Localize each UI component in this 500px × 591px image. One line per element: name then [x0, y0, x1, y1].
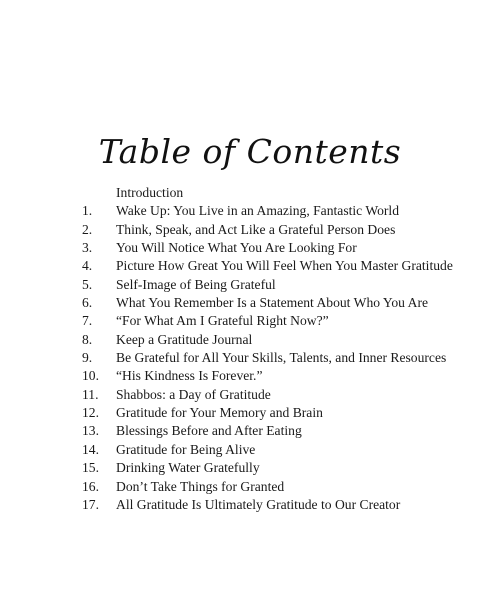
page-title: Table of Contents	[98, 132, 402, 171]
toc-title: Picture How Great You Will Feel When You Master Gratitude	[116, 258, 453, 274]
toc-entry	[82, 221, 482, 239]
toc-number: 13.	[82, 423, 99, 439]
toc-entry	[82, 276, 482, 294]
toc-entry	[82, 239, 482, 257]
toc-entry	[82, 441, 482, 459]
toc-title: “His Kindness Is Forever.”	[116, 368, 263, 384]
toc-title: Self-Image of Being Grateful	[116, 276, 276, 292]
toc-entry	[82, 422, 482, 440]
toc-entry-introduction	[82, 184, 482, 202]
toc-title: Blessings Before and After Eating	[116, 423, 302, 439]
toc-number: 14.	[82, 441, 99, 457]
toc-number: 17.	[82, 496, 99, 512]
toc-number: 4.	[82, 258, 93, 274]
toc-title: Don’t Take Things for Granted	[116, 478, 285, 494]
toc-title: Gratitude for Being Alive	[116, 441, 256, 457]
toc-entry	[82, 404, 482, 422]
toc-number: 9.	[82, 350, 93, 366]
toc-number: 16.	[82, 478, 99, 494]
toc-number: 2.	[82, 221, 93, 237]
toc-number: 6.	[82, 295, 93, 311]
toc-number: 12.	[82, 405, 99, 421]
toc-number: 1.	[82, 203, 93, 219]
toc-entry	[82, 294, 482, 312]
toc-entry	[82, 257, 482, 275]
toc-entry	[82, 478, 482, 496]
toc-title: What You Remember Is a Statement About Who You Are	[116, 295, 429, 311]
toc-number: 10.	[82, 368, 99, 384]
toc-title: You Will Notice What You Are Looking For	[116, 240, 357, 256]
toc-title: All Gratitude Is Ultimately Gratitude to Our Creator	[116, 496, 401, 512]
toc-title: “For What Am I Grateful Right Now?”	[116, 313, 329, 329]
toc-title: Keep a Gratitude Journal	[116, 331, 253, 347]
toc-number: 3.	[82, 240, 93, 256]
toc-title: Drinking Water Gratefully	[116, 460, 260, 476]
toc-entry	[82, 386, 482, 404]
toc-title: Shabbos: a Day of Gratitude	[116, 386, 271, 402]
toc-title: Introduction	[116, 185, 184, 200]
toc-entry	[82, 331, 482, 349]
toc-title: Gratitude for Your Memory and Brain	[116, 405, 323, 421]
toc-entry	[82, 496, 482, 514]
toc-number: 8.	[82, 331, 93, 347]
toc-entry	[82, 349, 482, 367]
toc-number: 7.	[82, 313, 93, 329]
toc-number: 15.	[82, 460, 99, 476]
toc-entry	[82, 367, 482, 385]
toc-number: 11.	[82, 386, 99, 402]
toc-number: 5.	[82, 276, 93, 292]
toc-entry	[82, 312, 482, 330]
toc-title: Think, Speak, and Act Like a Grateful Person Does	[116, 221, 396, 237]
toc-entry	[82, 459, 482, 477]
toc-title: Wake Up: You Live in an Amazing, Fantastic World	[116, 203, 399, 219]
toc-entry	[82, 202, 482, 220]
toc-title: Be Grateful for All Your Skills, Talents, and Inner Resources	[116, 350, 447, 366]
table-of-contents	[82, 184, 482, 514]
